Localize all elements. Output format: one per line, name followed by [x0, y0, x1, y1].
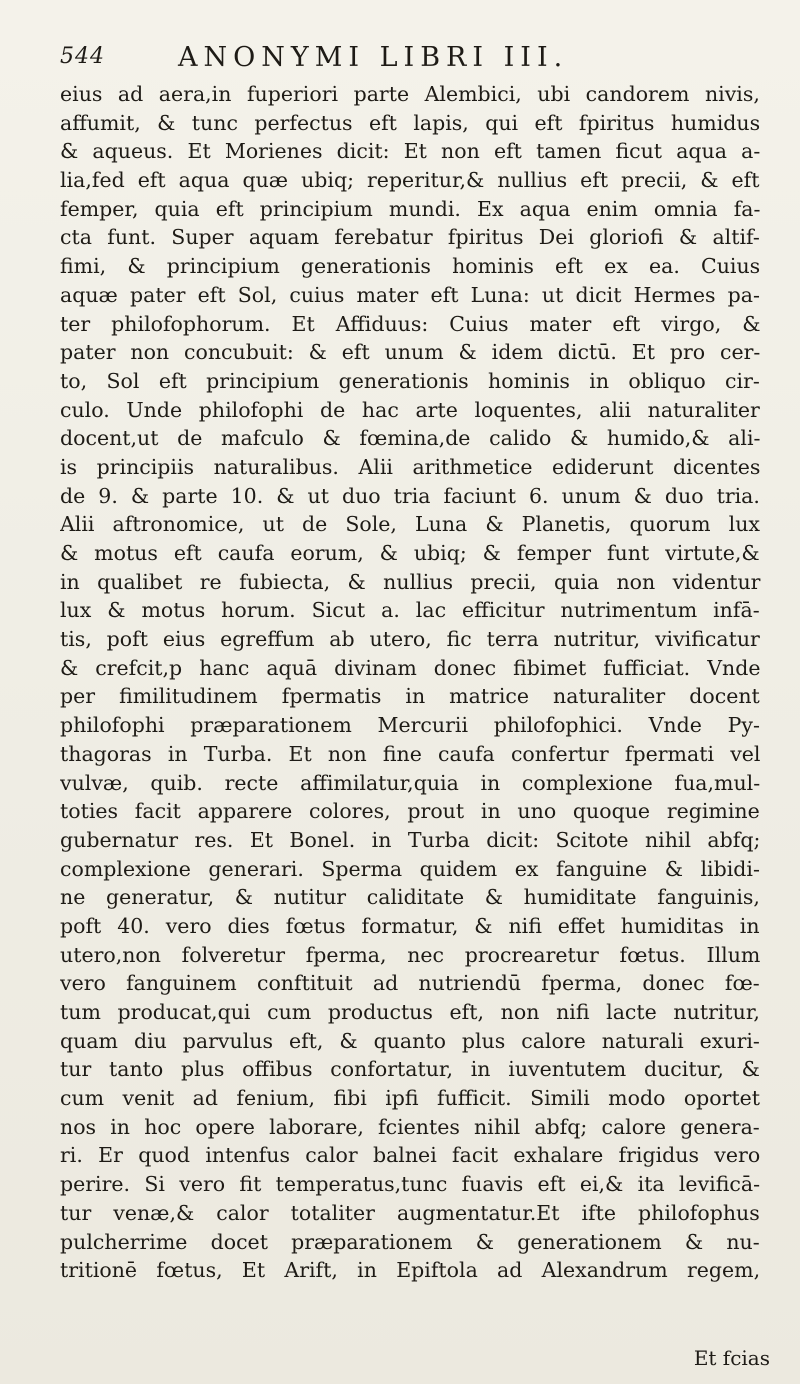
text-line: nos in hoc opere laborare, fcientes nihil abfq; calore genera-	[60, 1114, 760, 1139]
text-line: toties facit apparere colores, prout in uno quoque regimine	[60, 799, 760, 824]
text-line: lux & motus horum. Sicut a. lac efficitur nutrimentum infā-	[60, 598, 760, 623]
text-line: cum venit ad fenium, fibi ipfi fufficit. Simili modo oportet	[60, 1086, 761, 1111]
text-line: eius ad aera,in fuperiori parte Alembici, ubi candorem nivis,	[60, 82, 760, 106]
text-line: tur venæ,& calor totaliter augmentatur.Et ifte philofophus	[60, 1200, 760, 1225]
text-line: aquæ pater eft Sol, cuius mater eft Luna: ut dicit Hermes pa-	[60, 282, 760, 307]
text-line: per fimilitudinem fpermatis in matrice naturaliter docent	[60, 684, 760, 709]
text-line: poft 40. vero dies fœtus formatur, & nifi effet humiditas in	[60, 913, 760, 938]
text-line: thagoras in Turba. Et non fine caufa confertur fpermati vel	[60, 741, 761, 766]
text-line: & crefcit,p hanc aquā divinam donec fibimet fufficiat. Vnde	[60, 655, 761, 680]
text-line: femper, quia eft principium mundi. Ex aqua enim omnia fa-	[60, 196, 761, 221]
text-line: & motus eft caufa eorum, & ubiq; & femper funt virtute,&	[60, 541, 760, 565]
text-line: in qualibet re fubiecta, & nullius precii, quia non videntur	[60, 569, 761, 594]
text-line: fimi, & principium generationis hominis eft ex ea. Cuius	[60, 254, 761, 279]
text-line: pater non concubuit: & eft unum & idem dictū. Et pro cer-	[60, 340, 761, 365]
text-line: affumit, & tunc perfectus eft lapis, qui eft fpiritus humidus	[60, 110, 761, 135]
text-line: ne generatur, & nutitur caliditate & humiditate fanguinis,	[60, 885, 760, 910]
text-line: Alii aftronomice, ut de Sole, Luna & Planetis, quorum lux	[60, 512, 760, 537]
page-header	[60, 42, 760, 82]
text-line: docent,ut de mafculo & fœmina,de calido & humido,& ali-	[60, 426, 761, 451]
text-line: pulcherrime docet præparationem & generationem & nu-	[60, 1229, 760, 1254]
text-line: perire. Si vero fit temperatus,tunc fuavis eft ei,& ita levificā-	[60, 1172, 761, 1197]
text-line: tum producat,qui cum productus eft, non nifi lacte nutritur,	[60, 1000, 760, 1024]
text-line: tur tanto plus offibus confortatur, in iuventutem ducitur, &	[60, 1057, 760, 1082]
text-line: tis, poft eius egreffum ab utero, fic terra nutritur, vivificatur	[60, 627, 760, 652]
catchword: Et fcias	[693, 1346, 770, 1370]
body-text	[60, 80, 780, 1285]
text-line: ri. Er quod intenfus calor balnei facit exhalare frigidus vero	[60, 1143, 761, 1168]
text-line: & aqueus. Et Morienes dicit: Et non eft tamen ficut aqua a-	[60, 139, 761, 164]
page-number: 544	[60, 44, 105, 69]
text-line: philofophi præparationem Mercurii philofophici. Vnde Py-	[60, 713, 760, 738]
text-line: gubernatur res. Et Bonel. in Turba dicit: Scitote nihil abfq;	[60, 827, 761, 852]
text-line: de 9. & parte 10. & ut duo tria faciunt 6. unum & duo tria.	[60, 483, 760, 508]
running-title: ANONYMI LIBRI III.	[178, 42, 569, 73]
text-line: vero fanguinem conftituit ad nutriendū fperma, donec fœ-	[60, 971, 760, 996]
text-line: ter philofophorum. Et Affiduus: Cuius mater eft virgo, &	[60, 311, 761, 336]
text-line: complexione generari. Sperma quidem ex fanguine & libidi-	[60, 856, 760, 881]
text-line: utero,non folveretur fperma, nec procrearetur fœtus. Illum	[60, 942, 761, 967]
text-line: cta funt. Super aquam ferebatur fpiritus Dei gloriofi & altif-	[60, 225, 760, 250]
text-line: quam diu parvulus eft, & quanto plus calore naturali exuri-	[60, 1028, 760, 1053]
text-line: tritionē fœtus, Et Arift, in Epiftola ad Alexandrum regem,	[60, 1258, 761, 1283]
text-line: to, Sol eft principium generationis hominis in obliquo cir-	[60, 368, 760, 393]
text-line: is principiis naturalibus. Alii arithmetice ediderunt dicentes	[60, 454, 761, 479]
text-line: lia,fed eft aqua quæ ubiq; reperitur,& nullius eft precii, & eft	[60, 168, 760, 193]
text-line: vulvæ, quib. recte affimilatur,quia in complexione fua,mul-	[60, 770, 761, 795]
text-line: culo. Unde philofophi de hac arte loquentes, alii naturaliter	[60, 397, 760, 422]
